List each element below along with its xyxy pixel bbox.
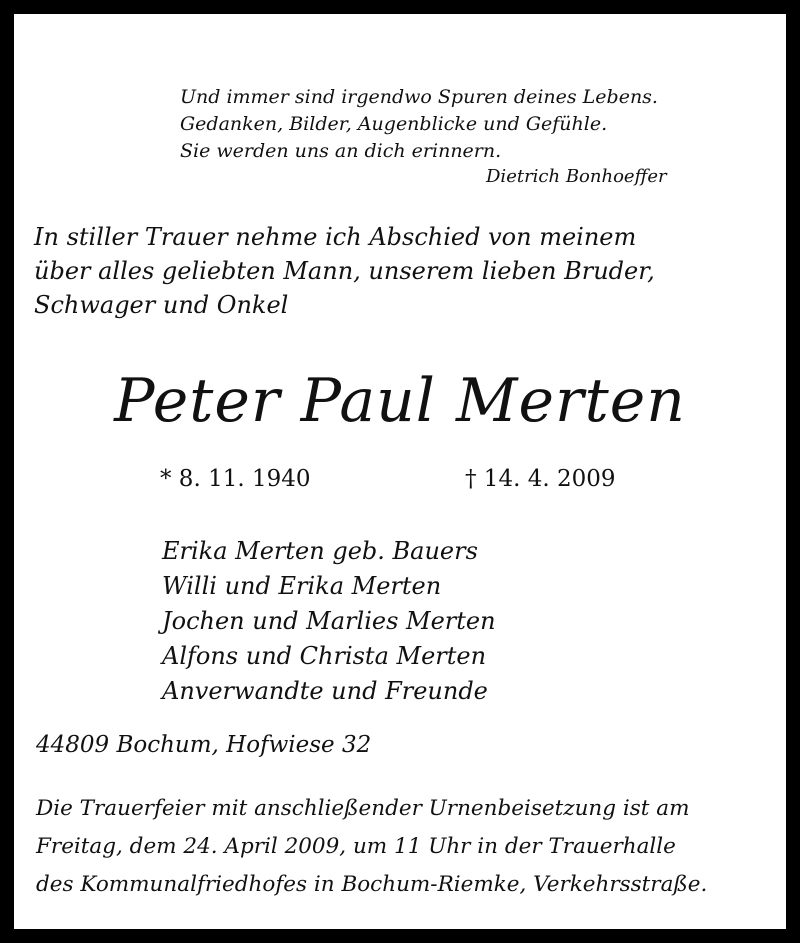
deceased-name: Peter Paul Merten xyxy=(114,366,686,436)
family-address: 44809 Bochum, Hofwiese 32 xyxy=(36,732,372,758)
mourner-name: Alfons und Christa Merten xyxy=(162,642,487,670)
notice-line: des Kommunalfriedhofes in Bochum-Riemke, Verkehrsstraße. xyxy=(36,872,708,897)
notice-line: Die Trauerfeier mit anschließender Urnenbeisetzung ist am xyxy=(36,796,690,821)
quote-line: Und immer sind irgendwo Spuren deines Lebens. xyxy=(180,86,658,108)
birth-date: * 8. 11. 1940 xyxy=(160,466,311,492)
intro-line: Schwager und Onkel xyxy=(34,291,289,319)
epigraph-quote xyxy=(180,84,658,165)
notice-line: Freitag, dem 24. April 2009, um 11 Uhr in der Trauerhalle xyxy=(36,834,676,859)
mourner-name: Willi und Erika Merten xyxy=(162,572,442,600)
intro-text xyxy=(34,220,655,322)
mourner-name: Jochen und Marlies Merten xyxy=(162,607,496,635)
quote-author: Dietrich Bonhoeffer xyxy=(486,166,667,187)
mourner-name: Anverwandte und Freunde xyxy=(162,677,488,705)
death-date: † 14. 4. 2009 xyxy=(465,466,616,492)
intro-line: über alles geliebten Mann, unserem lieben Bruder, xyxy=(34,257,655,285)
quote-line: Gedanken, Bilder, Augenblicke und Gefühle. xyxy=(180,113,608,135)
funeral-notice xyxy=(36,790,707,904)
mourner-name: Erika Merten geb. Bauers xyxy=(162,537,478,565)
mourners-list xyxy=(162,534,496,709)
quote-line: Sie werden uns an dich erinnern. xyxy=(180,140,502,162)
intro-line: In stiller Trauer nehme ich Abschied von meinem xyxy=(34,223,637,251)
